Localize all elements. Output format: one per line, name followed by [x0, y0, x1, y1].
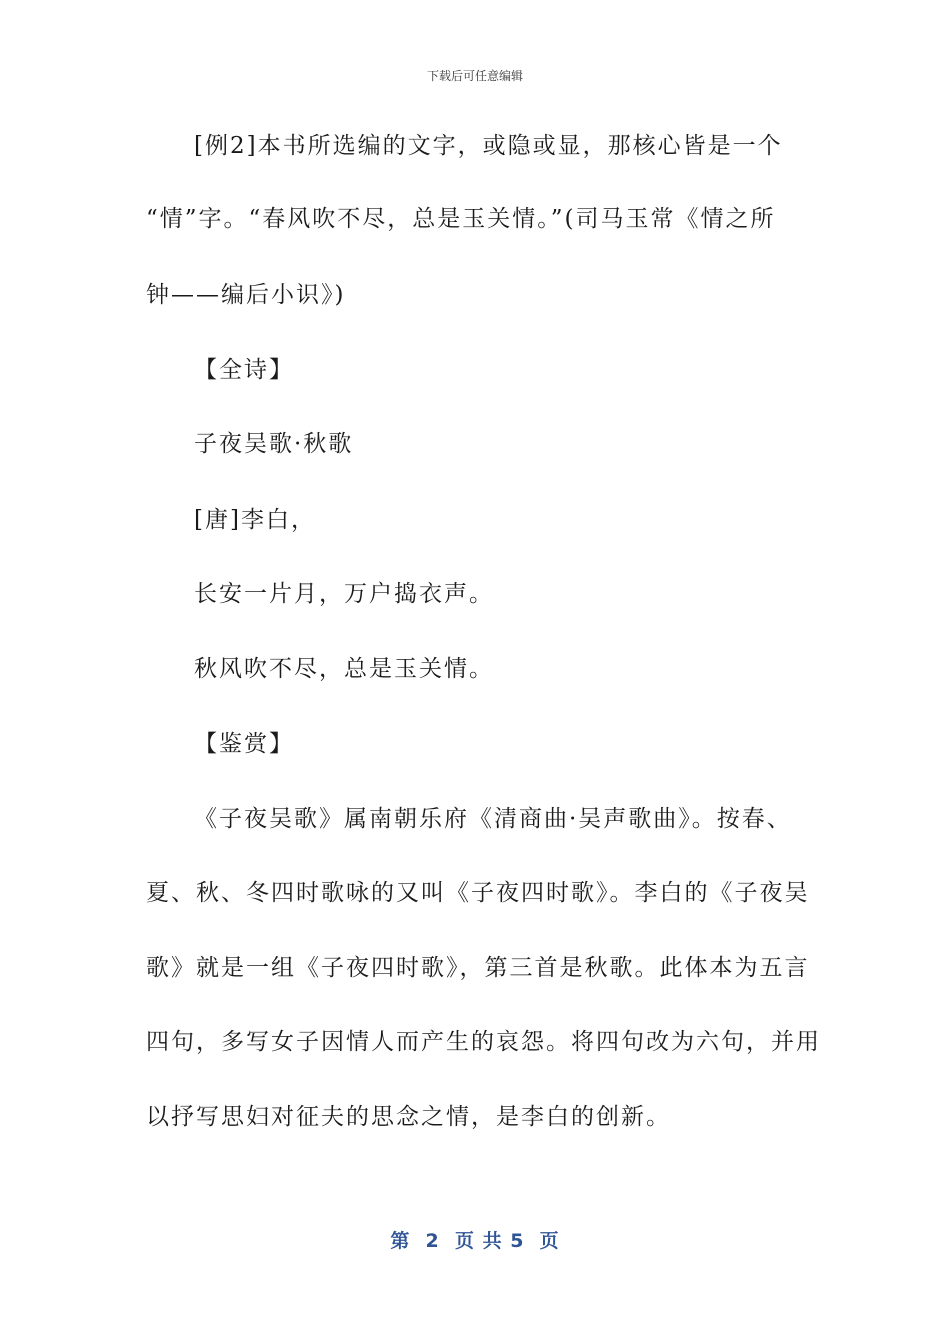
poem-line: 长安一片月，万户捣衣声。	[194, 581, 494, 607]
paragraph-line: [例2]本书所选编的文字，或隐或显，那核心皆是一个	[194, 133, 783, 159]
paragraph-line: 以抒写思妇对征夫的思念之情，是李白的创新。	[146, 1104, 671, 1130]
paragraph-line: “情”字。“春风吹不尽，总是玉关情。”(司马玉常《情之所	[146, 206, 776, 232]
section-heading-full-poem: 【全诗】	[194, 357, 294, 383]
poem-title: 子夜吴歌·秋歌	[194, 431, 354, 457]
paragraph-line: 夏、秋、冬四时歌咏的又叫《子夜四时歌》。李白的《子夜吴	[146, 880, 810, 906]
paragraph-line: 《子夜吴歌》属南朝乐府《清商曲·吴声歌曲》。按春、	[194, 806, 792, 832]
poem-line: 秋风吹不尽，总是玉关情。	[194, 656, 494, 682]
section-heading-appreciation: 【鉴赏】	[194, 731, 294, 757]
page-number	[0, 1226, 950, 1253]
paragraph-line: 四句，多写女子因情人而产生的哀怨。将四句改为六句，并用	[146, 1029, 821, 1055]
header-note: 下载后可任意编辑	[426, 69, 523, 83]
page-number-label: 第 2 页 共 5 页	[390, 1230, 560, 1252]
paragraph-line: 歌》就是一组《子夜四时歌》，第三首是秋歌。此体本为五言	[146, 955, 810, 981]
paragraph-line: 钟——编后小识》)	[146, 282, 346, 308]
poem-author: [唐]李白，	[194, 507, 316, 533]
